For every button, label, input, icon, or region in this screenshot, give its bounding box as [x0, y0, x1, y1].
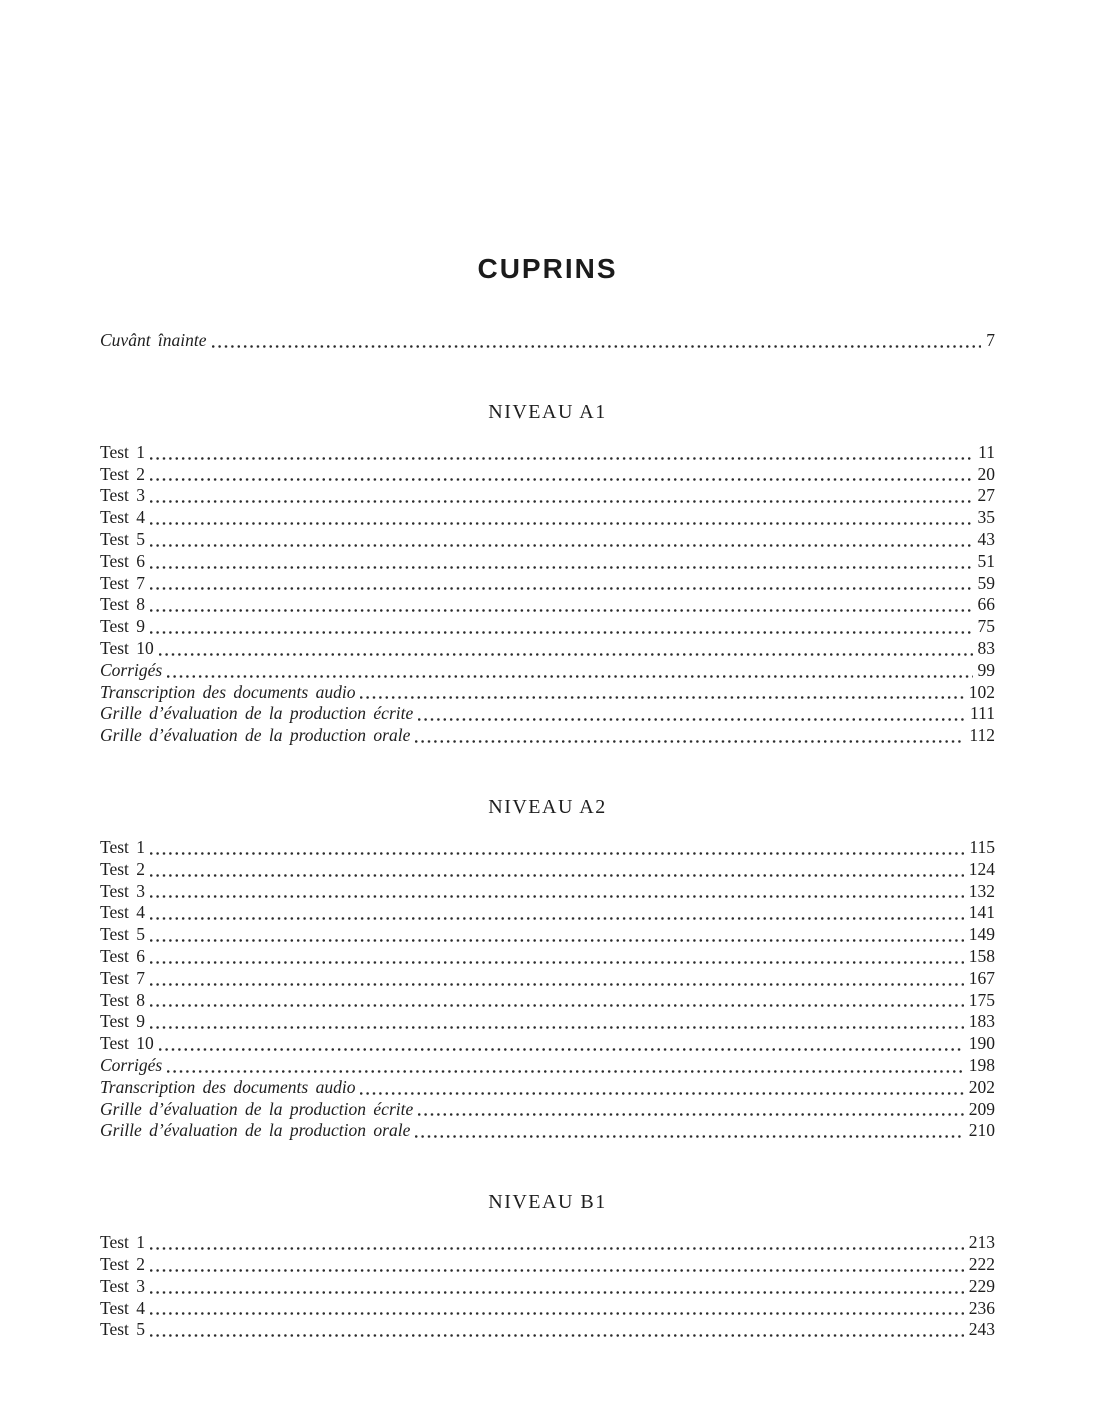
page-title: CUPRINS: [477, 253, 618, 284]
toc-entry: [100, 1011, 995, 1033]
toc-entry: [100, 1055, 995, 1077]
toc-entry-page: 112: [969, 725, 995, 746]
toc-entry-page: 43: [977, 528, 995, 549]
toc-entry-page: 167: [968, 967, 995, 988]
toc-entry: [100, 1276, 995, 1298]
dot-leader: [154, 1033, 969, 1055]
dot-leader: [145, 594, 977, 616]
dot-leader: [145, 1319, 969, 1341]
toc-entry: [100, 946, 995, 968]
toc-entry: [100, 1254, 995, 1276]
toc-entry-label: Grille d’évaluation de la production écrite: [100, 1098, 414, 1119]
toc-entry-page: 132: [968, 880, 995, 901]
toc-entry-page: 209: [968, 1098, 995, 1119]
toc-entry-label: Test 6: [100, 550, 146, 571]
toc-entry-label: Transcription des documents audio: [100, 1076, 356, 1097]
toc-entry-label: Corrigés: [100, 1054, 163, 1075]
toc-entry: [100, 330, 995, 352]
toc-entry-label: Corrigés: [100, 659, 163, 680]
toc-entry: [100, 1232, 995, 1254]
toc-entry-page: 27: [977, 485, 995, 506]
dot-leader: [145, 1011, 969, 1033]
toc-entry-page: 124: [968, 858, 995, 879]
dot-leader: [145, 1298, 969, 1320]
dot-leader: [145, 485, 977, 507]
dot-leader: [145, 464, 977, 486]
section-heading: NIVEAU A1: [488, 400, 607, 423]
toc-entry-page: 229: [968, 1275, 995, 1296]
toc-entry-page: 115: [969, 836, 995, 857]
toc-entry: [100, 1120, 995, 1142]
toc-entry: [100, 682, 995, 704]
toc-entry: [100, 616, 995, 638]
toc-entry-page: 210: [968, 1120, 995, 1141]
toc-entry-label: Test 5: [100, 528, 146, 549]
toc-entry-page: 59: [977, 572, 995, 593]
toc-entry-label: Test 8: [100, 594, 146, 615]
toc-entry-page: 198: [968, 1054, 995, 1075]
dot-leader: [145, 968, 969, 990]
toc-entry-label: Test 2: [100, 858, 146, 879]
dot-leader: [145, 507, 977, 529]
toc-entry-page: 236: [968, 1297, 995, 1318]
toc-entry-label: Test 7: [100, 967, 146, 988]
toc-entry-label: Test 2: [100, 463, 146, 484]
toc-entry-page: 213: [968, 1232, 995, 1253]
toc-entry: [100, 551, 995, 573]
toc-entry-label: Test 3: [100, 880, 146, 901]
dot-leader: [355, 682, 968, 704]
toc-entry: [100, 507, 995, 529]
toc-entry-page: 11: [978, 441, 995, 462]
dot-leader: [145, 529, 977, 551]
toc-entry: [100, 725, 995, 747]
dot-leader: [145, 616, 977, 638]
toc-entry-page: 102: [968, 681, 995, 702]
toc-section: [100, 400, 995, 747]
toc-entry-page: 7: [986, 330, 995, 350]
toc-entry: [100, 859, 995, 881]
toc-entry: [100, 638, 995, 660]
dot-leader: [145, 990, 969, 1012]
toc-entry-label: Test 6: [100, 945, 146, 966]
toc-entry-label: Test 10: [100, 637, 154, 658]
toc-entry: [100, 1319, 995, 1341]
toc-entry-page: 111: [970, 703, 995, 724]
toc-entry-page: 222: [968, 1253, 995, 1274]
toc-entry-page: 158: [968, 945, 995, 966]
toc-entry-label: Transcription des documents audio: [100, 681, 356, 702]
toc-entry-page: 243: [968, 1319, 995, 1340]
toc-entry-label: Test 9: [100, 1011, 146, 1032]
toc-entry-page: 190: [968, 1033, 995, 1054]
toc-entry: [100, 1077, 995, 1099]
toc-entry-label: Grille d’évaluation de la production orale: [100, 1120, 411, 1141]
dot-leader: [145, 837, 969, 859]
toc-entry: [100, 573, 995, 595]
toc-entry-label: Test 3: [100, 1275, 146, 1296]
toc-entry: [100, 703, 995, 725]
dot-leader: [410, 1120, 968, 1142]
dot-leader: [207, 330, 987, 352]
dot-leader: [154, 638, 978, 660]
toc-entry-label: Test 1: [100, 1232, 146, 1253]
toc-section: [100, 1190, 995, 1341]
toc-entry-page: 83: [977, 637, 995, 658]
dot-leader: [145, 1254, 969, 1276]
toc-entry-label: Cuvânt înainte: [100, 330, 207, 350]
toc-entry-label: Grille d’évaluation de la production écrite: [100, 703, 414, 724]
toc-entry-page: 141: [968, 902, 995, 923]
toc-entry-label: Test 1: [100, 836, 146, 857]
toc-entry-page: 20: [977, 463, 995, 484]
toc-entry-label: Test 9: [100, 616, 146, 637]
toc-entry-label: Test 5: [100, 924, 146, 945]
toc-entry: [100, 464, 995, 486]
dot-leader: [145, 551, 977, 573]
toc-section: [100, 795, 995, 1142]
toc-entry: [100, 990, 995, 1012]
dot-leader: [145, 442, 978, 464]
dot-leader: [145, 946, 969, 968]
toc-entry-page: 75: [977, 616, 995, 637]
toc-entry-label: Grille d’évaluation de la production orale: [100, 725, 411, 746]
dot-leader: [145, 1232, 969, 1254]
toc-entry: [100, 1099, 995, 1121]
toc-entry: [100, 881, 995, 903]
toc-entry: [100, 968, 995, 990]
toc-entry: [100, 594, 995, 616]
toc-entry-page: 35: [977, 507, 995, 528]
dot-leader: [145, 881, 969, 903]
toc-entry-page: 202: [968, 1076, 995, 1097]
toc-entry-page: 183: [968, 1011, 995, 1032]
toc-entry: [100, 837, 995, 859]
toc-entry-label: Test 2: [100, 1253, 146, 1274]
dot-leader: [162, 660, 977, 682]
toc-entry: [100, 1033, 995, 1055]
toc-entry: [100, 485, 995, 507]
toc-entry-label: Test 4: [100, 507, 146, 528]
toc-entry-page: 99: [977, 659, 995, 680]
toc-entry-label: Test 4: [100, 1297, 146, 1318]
dot-leader: [145, 1276, 969, 1298]
dot-leader: [145, 573, 977, 595]
dot-leader: [413, 703, 970, 725]
dot-leader: [145, 859, 969, 881]
dot-leader: [413, 1099, 969, 1121]
toc-entry-page: 51: [977, 550, 995, 571]
toc-entry-label: Test 10: [100, 1033, 154, 1054]
toc-entry-label: Test 4: [100, 902, 146, 923]
front-matter: [100, 330, 995, 352]
toc-sections: [100, 400, 995, 1341]
toc-entry: [100, 924, 995, 946]
toc-entry: [100, 1298, 995, 1320]
toc-entry: [100, 442, 995, 464]
section-heading: NIVEAU A2: [488, 795, 607, 818]
toc-entry: [100, 529, 995, 551]
dot-leader: [410, 725, 969, 747]
dot-leader: [145, 902, 969, 924]
dot-leader: [162, 1055, 969, 1077]
toc-entry-label: Test 3: [100, 485, 146, 506]
section-heading: NIVEAU B1: [488, 1191, 607, 1214]
toc-entry: [100, 902, 995, 924]
toc-entry-label: Test 5: [100, 1319, 146, 1340]
toc-entry-page: 66: [977, 594, 995, 615]
dot-leader: [145, 924, 969, 946]
toc-entry-label: Test 1: [100, 441, 146, 462]
toc-entry-label: Test 8: [100, 989, 146, 1010]
toc-entry-page: 149: [968, 924, 995, 945]
toc-entry-page: 175: [968, 989, 995, 1010]
dot-leader: [355, 1077, 968, 1099]
toc-entry-label: Test 7: [100, 572, 146, 593]
toc-entry: [100, 660, 995, 682]
